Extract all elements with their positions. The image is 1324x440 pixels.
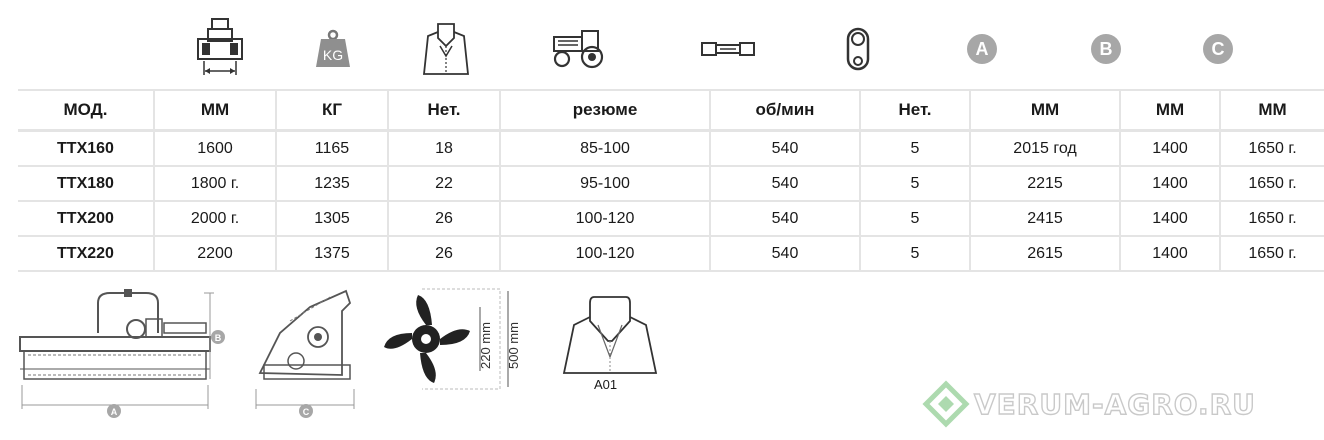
blade-code-label: A01 xyxy=(594,377,618,392)
cell-width: 2200 xyxy=(154,236,276,271)
rotor-dim-inner: 220 mm xyxy=(478,322,493,369)
cell-belts: 5 xyxy=(860,236,970,271)
cell-model: TTX160 xyxy=(18,131,154,167)
cell-blades: 22 xyxy=(388,166,500,201)
cell-weight: 1165 xyxy=(276,131,388,167)
cell-dim-a: 2415 xyxy=(970,201,1120,236)
cell-dim-b: 1400 xyxy=(1120,236,1220,271)
header-rpm: об/мин xyxy=(710,90,860,131)
table-row xyxy=(18,166,1324,201)
blade-count-icon xyxy=(418,14,474,84)
dimension-a-icon xyxy=(962,14,1002,84)
cell-rpm: 540 xyxy=(710,166,860,201)
cell-dim-a: 2215 xyxy=(970,166,1120,201)
weight-kg-label: KG xyxy=(322,47,344,63)
cell-width: 2000 г. xyxy=(154,201,276,236)
cell-dim-a: 2015 год xyxy=(970,131,1120,167)
cell-blades: 26 xyxy=(388,201,500,236)
blade-a01-drawing xyxy=(560,295,660,377)
cell-weight: 1305 xyxy=(276,201,388,236)
weight-kg-icon xyxy=(308,14,358,84)
cell-dim-b: 1400 xyxy=(1120,166,1220,201)
table-header-row xyxy=(18,90,1324,131)
cell-belts: 5 xyxy=(860,131,970,167)
cell-rpm: 540 xyxy=(710,131,860,167)
technical-drawings xyxy=(0,285,700,435)
cell-dim-c: 1650 г. xyxy=(1220,131,1324,167)
watermark xyxy=(924,380,1274,428)
mulcher-side-view xyxy=(250,285,370,425)
cell-dim-b: 1400 xyxy=(1120,131,1220,167)
cell-blades: 26 xyxy=(388,236,500,271)
cell-model: TTX220 xyxy=(18,236,154,271)
header-model: МОД. xyxy=(18,90,154,131)
belt-count-icon xyxy=(838,14,878,84)
header-width-mm: ММ xyxy=(154,90,276,131)
watermark-text: VERUM-AGRO.RU xyxy=(974,387,1256,421)
spec-table xyxy=(18,89,1324,272)
dimension-b-badge: B xyxy=(1091,34,1121,64)
header-blades: Нет. xyxy=(388,90,500,131)
cell-width: 1600 xyxy=(154,131,276,167)
header-dim-b: ММ xyxy=(1120,90,1220,131)
cell-model: TTX200 xyxy=(18,201,154,236)
cell-width: 1800 г. xyxy=(154,166,276,201)
cell-dim-a: 2615 xyxy=(970,236,1120,271)
cell-rpm: 540 xyxy=(710,236,860,271)
rotor-cross-section xyxy=(382,289,532,393)
dimension-c-label: C xyxy=(302,407,310,417)
cell-weight: 1375 xyxy=(276,236,388,271)
cell-power: 85-100 xyxy=(500,131,710,167)
dimension-c-icon xyxy=(1198,14,1238,84)
dimension-b-icon xyxy=(1086,14,1126,84)
cell-dim-c: 1650 г. xyxy=(1220,201,1324,236)
cell-blades: 18 xyxy=(388,131,500,167)
cell-belts: 5 xyxy=(860,201,970,236)
mulcher-front-view xyxy=(14,285,234,425)
header-power: резюме xyxy=(500,90,710,131)
dimension-a-badge: A xyxy=(967,34,997,64)
header-weight-kg: КГ xyxy=(276,90,388,131)
cell-power: 100-120 xyxy=(500,236,710,271)
cell-power: 95-100 xyxy=(500,166,710,201)
dimension-a-label: A xyxy=(110,407,118,417)
header-belts: Нет. xyxy=(860,90,970,131)
header-dim-a: ММ xyxy=(970,90,1120,131)
cell-dim-c: 1650 г. xyxy=(1220,236,1324,271)
table-row xyxy=(18,236,1324,271)
spec-icon-row xyxy=(0,14,1280,84)
cell-power: 100-120 xyxy=(500,201,710,236)
dimension-c-badge: C xyxy=(1203,34,1233,64)
dimension-b-label: B xyxy=(214,333,222,343)
watermark-logo-icon xyxy=(924,382,968,426)
cell-rpm: 540 xyxy=(710,201,860,236)
header-dim-c: ММ xyxy=(1220,90,1324,131)
cell-dim-b: 1400 xyxy=(1120,201,1220,236)
pto-shaft-icon xyxy=(698,14,758,84)
working-width-icon xyxy=(190,14,250,84)
cell-model: TTX180 xyxy=(18,166,154,201)
tractor-power-icon xyxy=(546,14,610,84)
cell-dim-c: 1650 г. xyxy=(1220,166,1324,201)
rotor-dim-outer: 500 mm xyxy=(506,322,521,369)
table-row xyxy=(18,201,1324,236)
table-row xyxy=(18,131,1324,167)
cell-weight: 1235 xyxy=(276,166,388,201)
cell-belts: 5 xyxy=(860,166,970,201)
